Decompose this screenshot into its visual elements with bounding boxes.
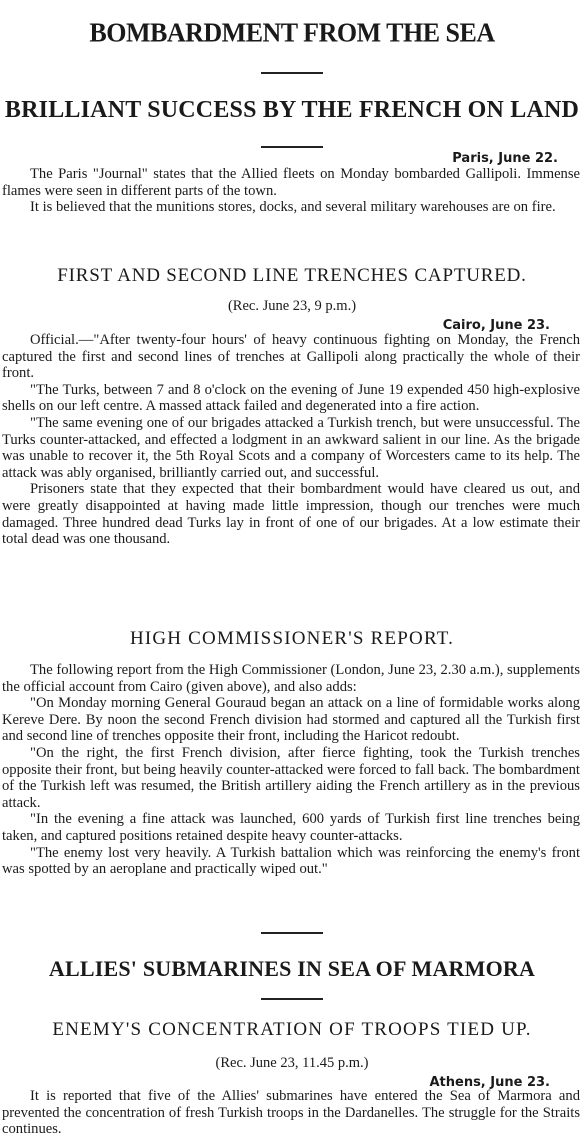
paragraph: Prisoners state that they expected that their bombardment would have cleared us out, and were greatly disappointed at having made little impression, though our trenches were much damaged. Three hundred dead Turks lay in front of one of our brigades. At a low estimate their total dead was one thousand. [2,481,580,548]
paragraph: The following report from the High Commissioner (London, June 23, 2.30 a.m.), supplements the official account from Cairo (given above), and also adds: [2,662,580,695]
section-cairo [0,332,584,548]
paragraph: "On Monday morning General Gouraud began an attack on a line of formidable works along Kereve Dere. By noon the second French division had stormed and captured all the Turkish first and second line of trenches opposite their front, including the Haricot redoubt. [2,695,580,745]
paragraph: It is reported that five of the Allies' submarines have entered the Sea of Marmora and prevented the concentration of fresh Turkish troops in the Dardanelles. The struggle for the Straits continues. [2,1088,580,1138]
rec-line: (Rec. June 23, 9 p.m.) [227,298,357,314]
rec-line: (Rec. June 23, 11.45 p.m.) [215,1055,369,1071]
subheading-trenches: FIRST AND SECOND LINE TRENCHES CAPTURED. [57,265,527,286]
heading-submarines: ALLIES' SUBMARINES IN SEA OF MARMORA [48,956,536,981]
dateline-athens: Athens, June 23. [429,1075,550,1090]
section-commissioner [0,662,584,878]
headline: BOMBARDMENT FROM THE SEA [89,17,495,48]
rule [0,932,584,934]
subheading-concentration: ENEMY'S CONCENTRATION OF TROOPS TIED UP. [52,1019,532,1040]
rule [0,998,584,1000]
headline2: BRILLIANT SUCCESS BY THE FRENCH ON LAND [4,97,580,123]
paragraph: "The Turks, between 7 and 8 o'clock on the evening of June 19 expended 450 high-explosive shells on our left centre. A massed attack failed and degenerated into a fire action. [2,381,580,415]
paragraph: "In the evening a fine attack was launched, 600 yards of Turkish first line trenches being taken, and captured positions retained despite heavy counter-attacks. [2,811,580,844]
paragraph: "On the right, the first French division, after fierce fighting, took the Turkish trenches opposite their front, but being heavily counter-attacked were forced to fall back. The bombardment of the Turkish left was resumed, the British artillery aiding the French artillery as in the previous attack. [2,744,580,811]
paragraph: "The same evening one of our brigades attacked a Turkish trench, but were unsuccessful. The Turks counter-attacked, and effected a lodgment in an awkward salient in our line. As the brigade was unable to recover it, the 5th Royal Scots and a company of Worcesters came to its help. The attack was ably organised, brilliantly carried out, and successful. [2,414,580,481]
section-paris [0,166,584,216]
paragraph: The Paris "Journal" states that the Allied fleets on Monday bombarded Gallipoli. Immense flames were seen in different parts of the town. [2,166,580,199]
paragraph: "The enemy lost very heavily. A Turkish battalion which was reinforcing the enemy's front was spotted by an aeroplane and practically wiped out." [2,844,580,878]
subheading-commissioner: HIGH COMMISSIONER'S REPORT. [129,628,455,649]
paragraph: It is believed that the munitions stores, docks, and several military warehouses are on fire. [30,199,556,216]
paragraph: Official.—"After twenty-four hours' of heavy continuous fighting on Monday, the French captured the first and second lines of trenches at Gallipoli along practically the whole of their front. [2,332,580,382]
dateline-paris: Paris, June 22. [452,151,558,166]
rule [0,146,584,148]
rule [0,72,584,74]
dateline-cairo: Cairo, June 23. [442,318,550,333]
section-athens [0,1088,584,1138]
